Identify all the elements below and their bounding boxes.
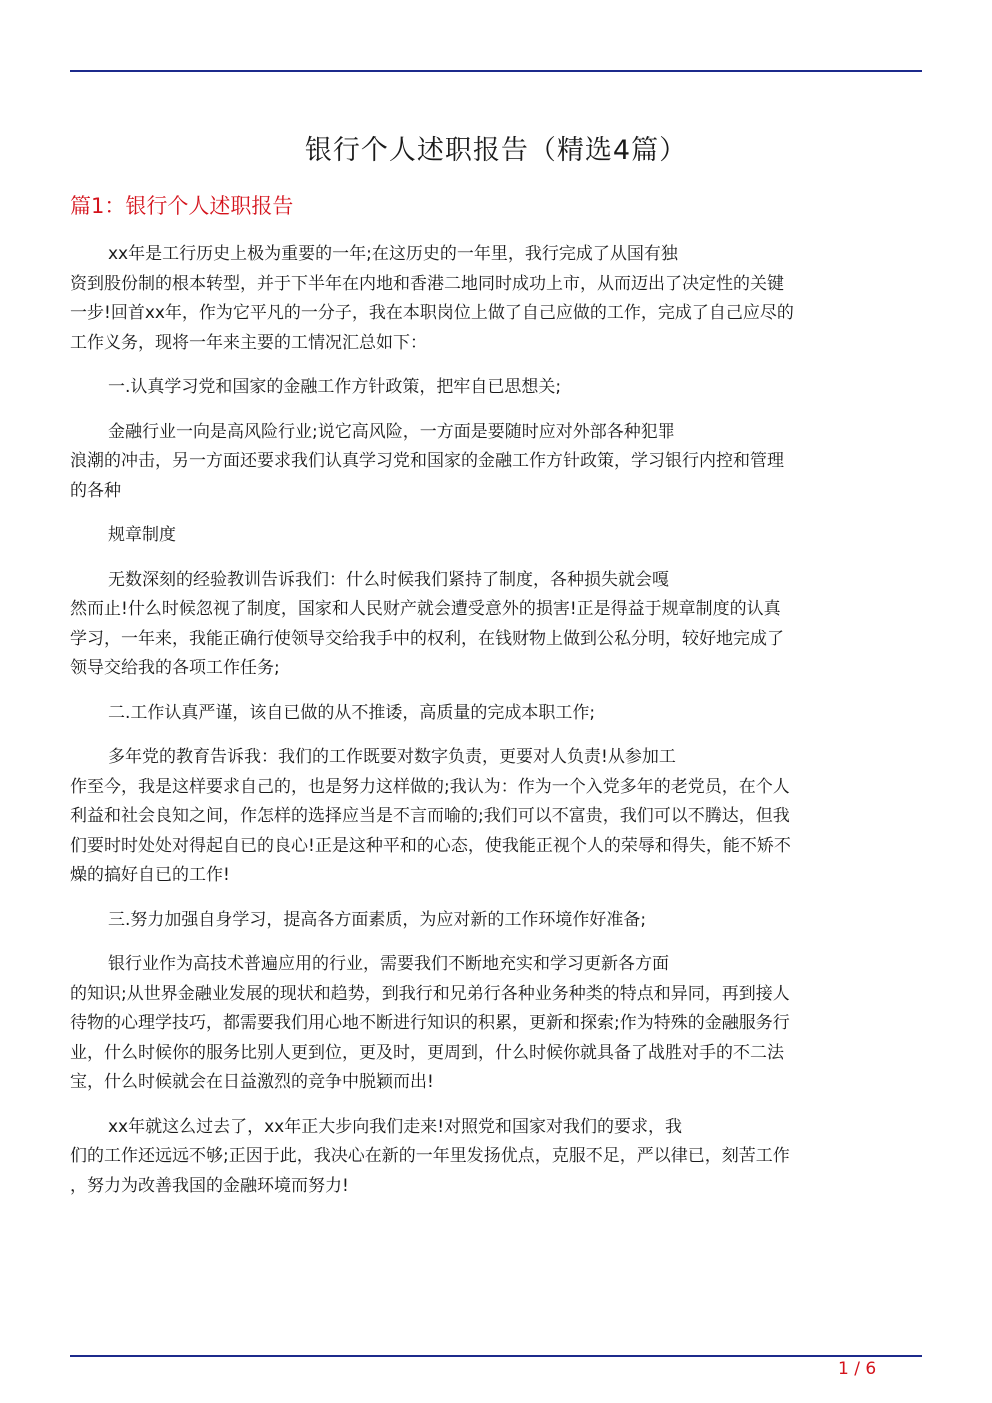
- paragraph: [70, 699, 922, 729]
- paragraph-first-line: 三.努力加强自身学习，提高各方面素质，为应对新的工作环境作好准备;: [108, 909, 647, 930]
- footer-rule: [70, 1355, 922, 1357]
- document-title: 银行个人述职报告（精选4篇）: [304, 135, 688, 166]
- paragraph-first-line: 一.认真学习党和国家的金融工作方针政策，把牢自已思想关;: [108, 377, 562, 397]
- paragraph: [70, 906, 922, 936]
- paragraph-first-line: 银行业作为高技术普遍应用的行业，需要我们不断地充实和学习更新各方面: [108, 954, 669, 974]
- paragraph-first-line: 无数深刻的经验教训告诉我们：什么时候我们紧持了制度，各种损失就会嘎: [108, 569, 669, 590]
- paragraph-first-line: 二.工作认真严谨，该自已做的从不推诿，高质量的完成本职工作;: [108, 702, 596, 723]
- paragraph: [70, 418, 922, 507]
- paragraph-continuation: 们的工作还远远不够;正因于此，我决心在新的一年里发扬优点，克服不足，严以律已，刻苦工作 ，努力为改善我国的金融环境而努力!: [70, 1146, 790, 1196]
- paragraph-continuation: 浪潮的冲击，另一方面还要求我们认真学习党和国家的金融工作方针政策，学习银行内控和管理 的各种: [70, 451, 784, 501]
- paragraph-first-line: 金融行业一向是高风险行业;说它高风险，一方面是要随时应对外部各种犯罪: [108, 421, 675, 442]
- paragraph-first-line: xx年是工行历史上极为重要的一年;在这历史的一年里，我行完成了从国有独: [108, 244, 678, 264]
- page-number: 1 / 6: [838, 1359, 877, 1379]
- paragraph: [70, 240, 922, 358]
- paragraph-first-line: 规章制度: [108, 525, 176, 545]
- paragraph-continuation: 然而止!什么时候忽视了制度，国家和人民财产就会遭受意外的损害!正是得益于规章制度的认真 学习，一年来，我能正确行使领导交给我手中的权利，在钱财物上做到公私分明，较好地完成了 领导交给我的各项工作任务;: [70, 599, 784, 678]
- paragraph: [70, 521, 922, 551]
- document-body: [70, 240, 922, 1216]
- paragraph: [70, 1113, 922, 1202]
- paragraph-continuation: 资到股份制的根本转型，并于下半年在内地和香港二地同时成功上市，从而迈出了决定性的关键 一步!回首xx年，作为它平凡的一分子，我在本职岗位上做了自己应做的工作，完成了自己应尽的 工作义务，现将一年来主要的工情况汇总如下：: [70, 273, 794, 353]
- section-heading: 篇1：银行个人述职报告: [70, 194, 294, 218]
- paragraph: [70, 950, 922, 1098]
- paragraph-first-line: xx年就这么过去了，xx年正大步向我们走来!对照党和国家对我们的要求，我: [108, 1116, 683, 1137]
- paragraph: [70, 373, 922, 403]
- paragraph: [70, 566, 922, 684]
- paragraph-continuation: 的知识;从世界金融业发展的现状和趋势，到我行和兄弟行各种业务种类的特点和异同，再到接人 待物的心理学技巧，都需要我们用心地不断进行知识的积累，更新和探索;作为特殊的金融服务行 业，什么时候你的服务比别人更到位，更及时，更周到，什么时候你就具备了战胜对手的不二法 宝，什么时候就会在日益激烈的竞争中脱颖而出!: [70, 983, 790, 1092]
- paragraph-first-line: 多年党的教育告诉我：我们的工作既要对数字负责，更要对人负责!从参加工: [108, 747, 676, 767]
- header-rule: [70, 70, 922, 72]
- paragraph-continuation: 作至今，我是这样要求自己的，也是努力这样做的;我认为：作为一个入党多年的老党员，在个人 利益和社会良知之间，作怎样的选择应当是不言而喻的;我们可以不富贵，我们可以不腾达，但我 们要时时处处对得起自已的良心!正是这种平和的心态，使我能正视个人的荣辱和得失，能不矫不 燥的搞好自已的工作!: [70, 776, 791, 885]
- paragraph: [70, 743, 922, 891]
